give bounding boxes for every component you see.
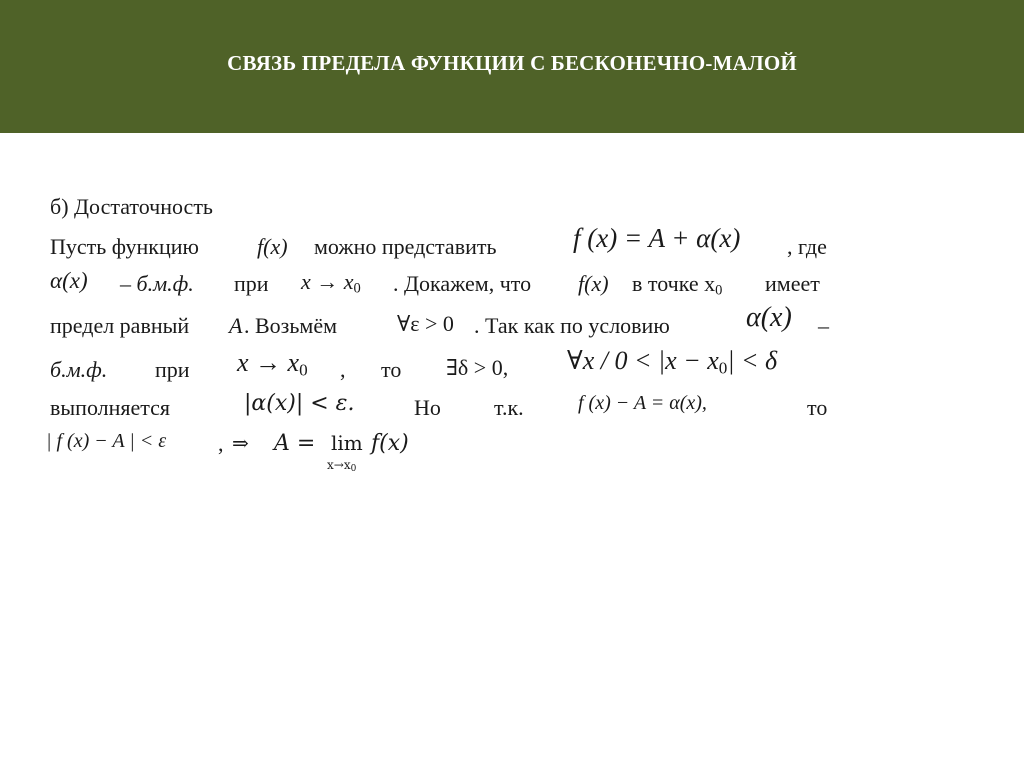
- formula-exists-delta: ∃δ > 0,: [446, 355, 509, 380]
- formula-f-of-x: f(x): [371, 431, 409, 456]
- lim-subscript: x→x0: [327, 458, 357, 474]
- text-l2-fx: f(x): [257, 234, 288, 259]
- text-l4a: предел равный: [50, 313, 190, 338]
- text-l5-comma: ,: [340, 357, 346, 382]
- text-l2c: , где: [787, 234, 827, 259]
- formula-neighborhood-condition: ∀x / $0 < |x - x_0| < \delta$: [567, 346, 778, 378]
- implies-arrow: ⇒: [232, 433, 249, 455]
- text-l5b: при: [155, 357, 190, 382]
- formula-abs-alpha-less-eps: |α(x)| < ε.: [244, 391, 355, 416]
- text-l6b: Но: [414, 395, 441, 420]
- text-l4-dash: –: [818, 313, 829, 338]
- formula-A-equals: A =: [274, 431, 316, 456]
- text-l6d: то: [807, 395, 828, 420]
- formula-f-minus-a-equals-alpha: f (x) − A = α(x),: [578, 392, 707, 414]
- text-l7-comma: ,: [218, 431, 224, 456]
- text-l3c: . Докажем, что: [393, 271, 532, 296]
- lim-operator: lim: [331, 431, 363, 455]
- text-l4-A: A: [229, 313, 243, 338]
- formula-alpha-x-large: α(x): [746, 302, 792, 333]
- formula-x-to-x0: $x \to x_0$: [301, 269, 361, 297]
- text-l6c: т.к.: [494, 395, 524, 420]
- formula-abs-f-minus-a-less-eps: | f (x) − A | < ε: [46, 430, 167, 452]
- formula-f-equals-a-plus-alpha: f (x) = A + α(x): [573, 223, 741, 253]
- text-l4c: . Так как по условию: [474, 313, 670, 338]
- formula-x-to-x0-large: $x \to x_0$: [237, 348, 308, 380]
- text-l2b: можно представить: [314, 234, 497, 259]
- text-l3-fx: f(x): [578, 271, 609, 296]
- text-l3a: – б.м.ф.: [120, 271, 194, 296]
- text-l6a: выполняется: [50, 395, 171, 420]
- text-l4b: . Возьмём: [244, 313, 338, 338]
- text-l3e: имеет: [765, 271, 820, 296]
- text-l5c: то: [381, 357, 402, 382]
- formula-alpha-x: α(x): [50, 268, 88, 293]
- text-l3d: в точке $x_0$: [632, 271, 723, 299]
- slide-title: СВЯЗЬ ПРЕДЕЛА ФУНКЦИИ С БЕСКОНЕЧНО-МАЛОЙ: [227, 51, 797, 75]
- slide-header: [0, 0, 1024, 133]
- text-l3b: при: [234, 271, 269, 296]
- text-l2a: Пусть функцию: [50, 234, 199, 259]
- formula-forall-eps: ∀ε > 0: [397, 311, 454, 336]
- text-l5a: б.м.ф.: [50, 357, 108, 382]
- section-heading: б) Достаточность: [50, 194, 213, 219]
